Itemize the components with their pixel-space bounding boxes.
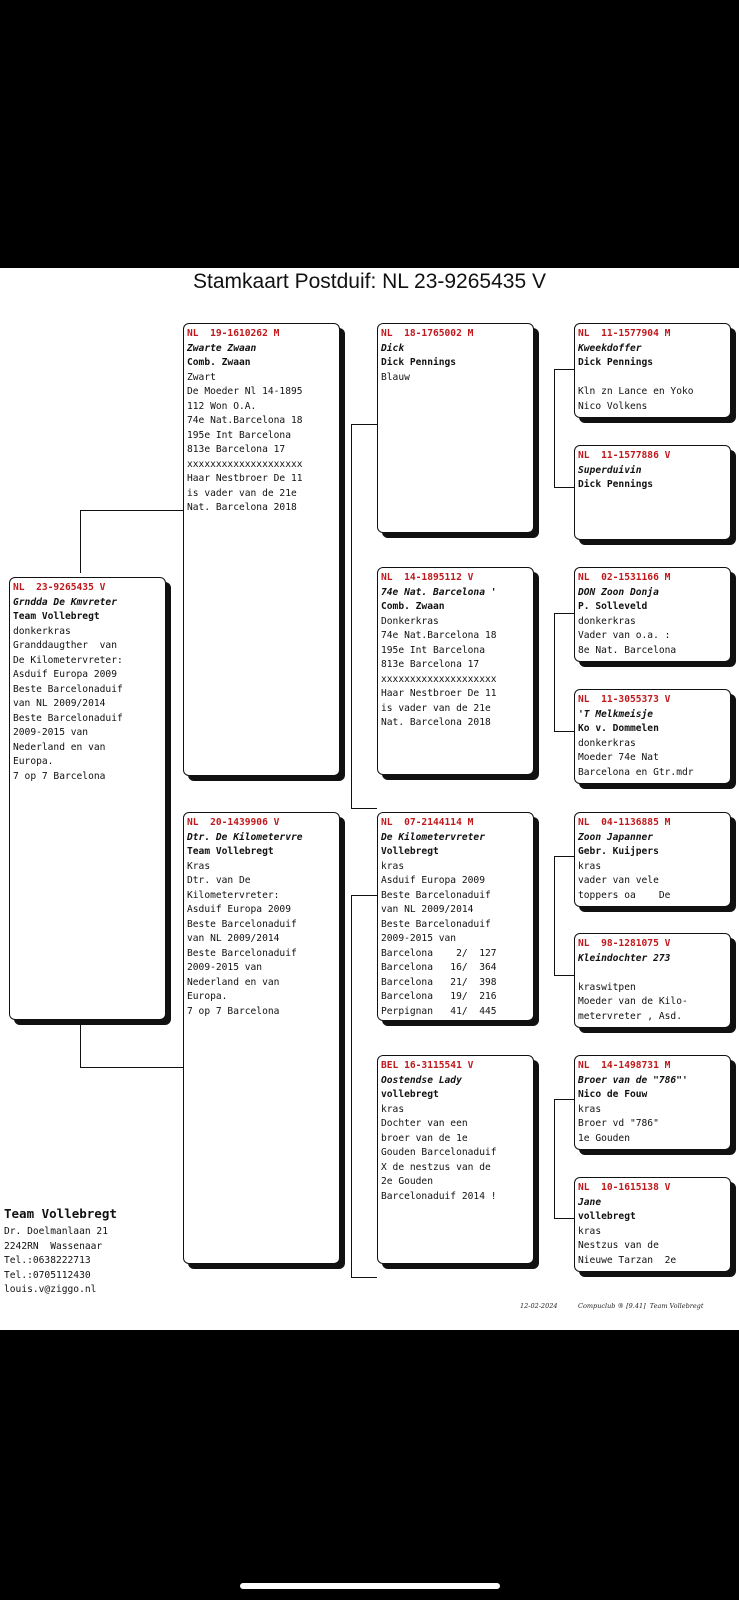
pedigree-line: 2009-2015 van — [187, 962, 263, 973]
page-title: Stamkaart Postduif: NL 23-9265435 V — [193, 270, 546, 293]
connector-line — [351, 808, 377, 809]
pigeon-name: De Kilometervreter — [381, 831, 485, 843]
pigeon-name: Zwarte Zwaan — [187, 342, 257, 354]
connector-line — [80, 1067, 183, 1068]
connector-line — [554, 613, 555, 732]
owner-address: Dr. Doelmanlaan 21 — [4, 1226, 108, 1237]
pedigree-line: Moeder van de Kilo- — [578, 996, 688, 1007]
pedigree-line: Nestzus van de — [578, 1240, 659, 1251]
pigeon-name: Grndda De Kmvreter — [13, 596, 117, 608]
ring-number: NL 11-1577904 M — [578, 328, 671, 339]
ring-number: NL 04-1136885 M — [578, 817, 671, 828]
owner-phone: Tel.:0638222713 — [4, 1255, 91, 1266]
pedigree-line: Europa. — [13, 756, 54, 767]
pedigree-line: donkerkras — [578, 615, 636, 627]
breeder-name: Ko v. Dommelen — [578, 723, 659, 734]
pedigree-line: kras — [381, 860, 405, 872]
pedigree-line: 74e Nat.Barcelona 18 — [381, 630, 497, 641]
home-indicator — [240, 1583, 500, 1589]
connector-line — [554, 731, 574, 732]
pedigree-line: kras — [578, 860, 602, 872]
pedigree-line: kraswitpen — [578, 981, 636, 993]
pedigree-line: Asduif Europa 2009 — [381, 875, 485, 886]
breeder-name: Vollebregt — [381, 846, 439, 857]
pedigree-line — [578, 371, 727, 386]
pigeon-name: Broer van de "786"' — [578, 1074, 688, 1086]
pedigree-line: Nat. Barcelona 2018 — [381, 717, 491, 728]
pedigree-line: 813e Barcelona 17 — [187, 444, 286, 455]
breeder-name — [578, 966, 727, 981]
owner-postcode: 2242RN Wassenaar — [4, 1240, 103, 1252]
pedigree-line: Barcelona 19/ 216 — [381, 991, 497, 1002]
pedigree-line: xxxxxxxxxxxxxxxxxxxx — [187, 458, 303, 470]
pedigree-line: 7 op 7 Barcelona — [13, 770, 106, 782]
connector-line — [80, 1019, 81, 1067]
connector-line — [554, 1218, 574, 1219]
ring-number: NL 02-1531166 M — [578, 572, 671, 583]
pedigree-line: Barcelonaduif 2014 ! — [381, 1190, 497, 1202]
breeder-name: Team Vollebregt — [187, 846, 274, 857]
pigeon-name: Kweekdoffer — [578, 342, 642, 354]
ring-number: BEL 16-3115541 V — [381, 1060, 474, 1071]
pedigree-line: Barcelona 16/ 364 — [381, 962, 497, 973]
pedigree-line: Beste Barcelonaduif — [381, 918, 491, 930]
pedigree-line: Europa. — [187, 991, 228, 1002]
breeder-name: Dick Pennings — [578, 357, 654, 368]
pedigree-line: donkerkras — [578, 737, 636, 749]
pedigree-line: 1e Gouden — [578, 1132, 630, 1144]
pedigree-line: De Moeder Nl 14-1895 — [187, 386, 303, 397]
pedigree-line: 7 op 7 Barcelona — [187, 1005, 280, 1017]
breeder-name: vollebregt — [578, 1211, 636, 1222]
pedigree-line: 813e Barcelona 17 — [381, 659, 480, 670]
pigeon-name: Superduivin — [578, 464, 642, 476]
pigeon-card-sire — [183, 323, 340, 776]
pedigree-line: 2e Gouden — [381, 1176, 433, 1187]
pedigree-line: kras — [578, 1225, 602, 1237]
pedigree-line: kras — [578, 1103, 602, 1115]
ring-number: NL 19-1610262 M — [187, 328, 280, 339]
pigeon-name: Dtr. De Kilometervre — [187, 831, 303, 843]
pedigree-line: Moeder 74e Nat — [578, 752, 659, 763]
pigeon-card-sire-dam-dam — [574, 689, 731, 784]
ring-number: NL 98-1281075 V — [578, 938, 671, 949]
pedigree-line: toppers oa De — [578, 889, 671, 901]
connector-line — [351, 895, 377, 896]
pedigree-line: X de nestzus van de — [381, 1161, 491, 1173]
ring-number: NL 10-1615138 V — [578, 1182, 671, 1193]
pigeon-card-dam-sire-sire — [574, 812, 731, 907]
ring-number: NL 14-1895112 V — [381, 572, 474, 583]
pedigree-line: 2009-2015 van — [13, 727, 89, 738]
breeder-name: P. Solleveld — [578, 601, 648, 612]
pedigree-line: Broer vd "786" — [578, 1118, 659, 1129]
pedigree-line: Haar Nestbroer De 11 — [187, 473, 303, 484]
pigeon-card-sire-dam-sire — [574, 567, 731, 662]
connector-line — [554, 487, 574, 488]
ring-number: NL 14-1498731 M — [578, 1060, 671, 1071]
pigeon-name: Oostendse Lady — [381, 1074, 462, 1086]
pedigree-line: vader van vele — [578, 875, 659, 886]
pedigree-line: Nieuwe Tarzan 2e — [578, 1254, 677, 1266]
pedigree-line: Haar Nestbroer De 11 — [381, 688, 497, 699]
breeder-name: vollebregt — [381, 1089, 439, 1100]
pedigree-line: Kln zn Lance en Yoko — [578, 386, 694, 397]
breeder-name: Nico de Fouw — [578, 1089, 648, 1100]
pedigree-line: Beste Barcelonaduif — [187, 918, 297, 930]
pedigree-line: Perpignan 41/ 445 — [381, 1005, 497, 1017]
pedigree-sheet — [0, 268, 739, 1330]
pigeon-card-dam-dam-sire — [574, 1055, 731, 1150]
pedigree-line: Dtr. van De — [187, 875, 251, 886]
pedigree-line: xxxxxxxxxxxxxxxxxxxx — [381, 673, 497, 685]
connector-line — [351, 1277, 377, 1278]
pedigree-line: Barcelona 2/ 127 — [381, 947, 497, 959]
pigeon-card-dam-sire-dam — [574, 933, 731, 1028]
ring-number: NL 11-1577886 V — [578, 450, 671, 461]
software-credit: Compuclub ® [9.41] Team Vollebregt — [578, 1302, 704, 1310]
pedigree-line: Asduif Europa 2009 — [13, 669, 117, 680]
breeder-name: Comb. Zwaan — [381, 601, 445, 612]
pedigree-line: Nat. Barcelona 2018 — [187, 502, 297, 513]
pigeon-name: 'T Melkmeisje — [578, 708, 654, 720]
pedigree-line: Vader van o.a. : — [578, 630, 671, 641]
pigeon-card-sire-sire — [377, 323, 534, 533]
pedigree-line: broer van de 1e — [381, 1132, 468, 1144]
pedigree-line: metervreter , Asd. — [578, 1010, 682, 1022]
pedigree-line: Dochter van een — [381, 1118, 468, 1129]
connector-line — [554, 856, 555, 976]
pigeon-card-subject — [9, 577, 166, 1020]
connector-line — [80, 510, 81, 573]
pedigree-line: van NL 2009/2014 — [13, 698, 106, 709]
owner-name: Team Vollebregt — [4, 1206, 117, 1221]
pigeon-name: Kleindochter 273 — [578, 952, 671, 964]
pedigree-line: Beste Barcelonaduif — [13, 712, 123, 724]
owner-email: louis.v@ziggo.nl — [4, 1284, 97, 1295]
connector-line — [554, 975, 574, 976]
pigeon-card-dam-dam-dam — [574, 1177, 731, 1272]
pedigree-line: De Kilometervreter: — [13, 654, 123, 666]
breeder-name: Dick Pennings — [381, 357, 457, 368]
pedigree-line: Asduif Europa 2009 — [187, 904, 291, 915]
connector-line — [554, 1099, 574, 1100]
pedigree-line: is vader van de 21e — [187, 487, 297, 499]
pigeon-card-sire-sire-dam — [574, 445, 731, 540]
pedigree-line: 195e Int Barcelona — [381, 644, 485, 656]
pedigree-line: 195e Int Barcelona — [187, 429, 291, 441]
breeder-name: Gebr. Kuijpers — [578, 846, 659, 857]
pedigree-line: Nico Volkens — [578, 400, 648, 412]
pedigree-line: Zwart — [187, 371, 216, 383]
pigeon-card-dam — [183, 812, 340, 1264]
pigeon-card-sire-sire-sire — [574, 323, 731, 418]
pedigree-line: donkerkras — [13, 625, 71, 637]
connector-line — [554, 613, 574, 614]
owner-phone-2: Tel.:0705112430 — [4, 1269, 91, 1281]
connector-line — [351, 895, 352, 1278]
connector-line — [554, 1099, 555, 1219]
breeder-name: Dick Pennings — [578, 479, 654, 490]
pigeon-card-sire-dam — [377, 567, 534, 775]
pedigree-line: Donkerkras — [381, 615, 439, 627]
print-date: 12-02-2024 — [520, 1302, 558, 1310]
pedigree-line: 74e Nat.Barcelona 18 — [187, 415, 303, 426]
pedigree-line: 8e Nat. Barcelona — [578, 644, 677, 656]
pedigree-line: Barcelona en Gtr.mdr — [578, 766, 694, 778]
pigeon-name: 74e Nat. Barcelona ' — [381, 586, 497, 598]
pedigree-line: Blauw — [381, 371, 410, 383]
pedigree-line: Beste Barcelonaduif — [381, 889, 491, 901]
pedigree-line: kras — [381, 1103, 405, 1115]
pigeon-name: DON Zoon Donja — [578, 586, 659, 598]
pedigree-line: Nederland en van — [13, 741, 106, 753]
pedigree-line: Granddaugther van — [13, 640, 117, 651]
breeder-name: Comb. Zwaan — [187, 357, 251, 368]
pedigree-line: Barcelona 21/ 398 — [381, 976, 497, 988]
pedigree-line: is vader van de 21e — [381, 702, 491, 714]
connector-line — [554, 369, 574, 370]
pedigree-line: Kras — [187, 860, 211, 872]
pedigree-line: Gouden Barcelonaduif — [381, 1147, 497, 1158]
ring-number: NL 20-1439906 V — [187, 817, 280, 828]
connector-line — [554, 856, 574, 857]
pedigree-line: 112 Won O.A. — [187, 400, 257, 412]
breeder-name: Team Vollebregt — [13, 611, 100, 622]
ring-number: NL 18-1765002 M — [381, 328, 474, 339]
pedigree-line: Beste Barcelonaduif — [13, 683, 123, 695]
connector-line — [554, 369, 555, 488]
connector-line — [80, 510, 183, 511]
pigeon-name: Dick — [381, 342, 405, 354]
pedigree-line: Beste Barcelonaduif — [187, 947, 297, 959]
ring-number: NL 11-3055373 V — [578, 694, 671, 705]
pigeon-name: Jane — [578, 1196, 602, 1208]
pedigree-line: Nederland en van — [187, 976, 280, 988]
owner-info — [4, 1206, 117, 1298]
pedigree-line: Kilometervreter: — [187, 889, 280, 901]
pedigree-line: 2009-2015 van — [381, 933, 457, 944]
pigeon-card-dam-sire — [377, 812, 534, 1021]
connector-line — [351, 424, 352, 809]
ring-number: NL 23-9265435 V — [13, 582, 106, 593]
pedigree-line: van NL 2009/2014 — [187, 933, 280, 944]
pedigree-line: van NL 2009/2014 — [381, 904, 474, 915]
connector-line — [351, 424, 377, 425]
pigeon-name: Zoon Japanner — [578, 831, 654, 843]
pigeon-card-dam-dam — [377, 1055, 534, 1264]
ring-number: NL 07-2144114 M — [381, 817, 474, 828]
